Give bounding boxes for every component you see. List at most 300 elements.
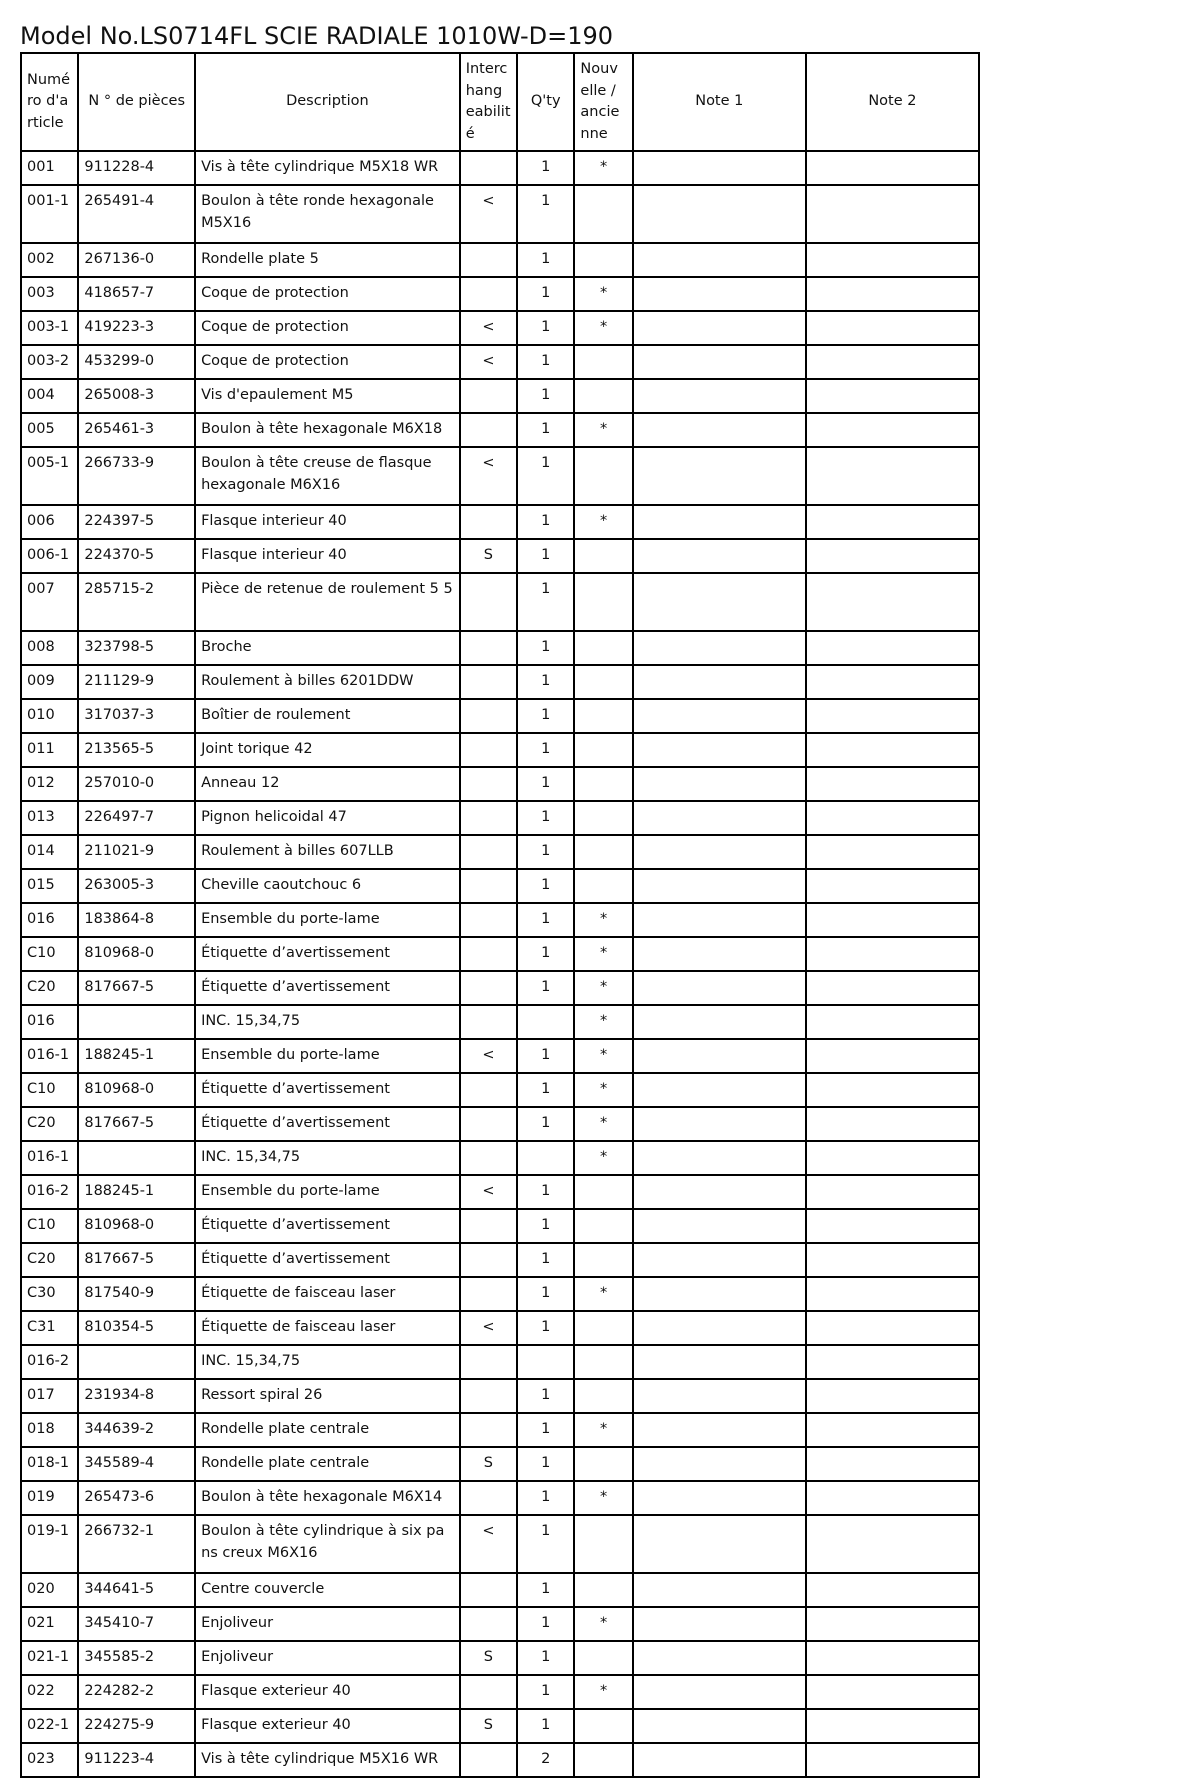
cell-note-2 <box>806 1641 979 1675</box>
table-row <box>21 1209 979 1243</box>
cell-qty: 1 <box>517 835 574 869</box>
cell-new-old <box>574 1209 632 1243</box>
cell-part-no: 257010-0 <box>78 767 195 801</box>
cell-note-2 <box>806 1413 979 1447</box>
cell-description: Centre couvercle <box>195 1573 460 1607</box>
cell-note-1 <box>633 1515 806 1573</box>
cell-note-2 <box>806 1141 979 1175</box>
cell-note-2 <box>806 151 979 185</box>
cell-note-1 <box>633 1209 806 1243</box>
cell-qty: 1 <box>517 277 574 311</box>
header-row <box>21 53 979 151</box>
cell-interchangeability <box>460 243 517 277</box>
cell-interchangeability: < <box>460 185 517 243</box>
cell-note-2 <box>806 447 979 505</box>
cell-description: Coque de protection <box>195 277 460 311</box>
cell-qty: 1 <box>517 1107 574 1141</box>
cell-new-old <box>574 1743 632 1777</box>
cell-new-old: * <box>574 1607 632 1641</box>
cell-note-2 <box>806 869 979 903</box>
cell-item-no: 003-1 <box>21 311 78 345</box>
cell-note-2 <box>806 1573 979 1607</box>
cell-item-no: 020 <box>21 1573 78 1607</box>
cell-new-old <box>574 185 632 243</box>
cell-part-no: 224275-9 <box>78 1709 195 1743</box>
table-row <box>21 937 979 971</box>
cell-description: Coque de protection <box>195 345 460 379</box>
cell-description: INC. 15,34,75 <box>195 1141 460 1175</box>
cell-description: Boulon à tête hexagonale M6X14 <box>195 1481 460 1515</box>
cell-new-old <box>574 835 632 869</box>
cell-qty: 1 <box>517 345 574 379</box>
cell-part-no: 817667-5 <box>78 1107 195 1141</box>
cell-description: Broche <box>195 631 460 665</box>
cell-item-no: 001-1 <box>21 185 78 243</box>
cell-item-no: 001 <box>21 151 78 185</box>
column-header-note-1: Note 1 <box>633 53 806 151</box>
cell-description: Coque de protection <box>195 311 460 345</box>
table-row <box>21 311 979 345</box>
cell-note-1 <box>633 869 806 903</box>
cell-interchangeability <box>460 767 517 801</box>
cell-note-2 <box>806 243 979 277</box>
cell-note-2 <box>806 1379 979 1413</box>
cell-description: INC. 15,34,75 <box>195 1345 460 1379</box>
table-row <box>21 1311 979 1345</box>
cell-qty: 1 <box>517 311 574 345</box>
cell-new-old: * <box>574 1107 632 1141</box>
table-row <box>21 151 979 185</box>
cell-item-no: 015 <box>21 869 78 903</box>
cell-new-old: * <box>574 1413 632 1447</box>
cell-note-2 <box>806 733 979 767</box>
cell-interchangeability <box>460 733 517 767</box>
column-header-qty: Q'ty <box>517 53 574 151</box>
cell-note-2 <box>806 1005 979 1039</box>
cell-description: Enjoliveur <box>195 1641 460 1675</box>
cell-qty: 1 <box>517 1277 574 1311</box>
cell-note-1 <box>633 1379 806 1413</box>
cell-item-no: 023 <box>21 1743 78 1777</box>
cell-note-2 <box>806 311 979 345</box>
cell-note-1 <box>633 573 806 631</box>
cell-qty: 2 <box>517 1743 574 1777</box>
cell-interchangeability: < <box>460 1175 517 1209</box>
table-row <box>21 1039 979 1073</box>
cell-part-no: 810968-0 <box>78 1073 195 1107</box>
cell-item-no: 016-2 <box>21 1175 78 1209</box>
cell-interchangeability <box>460 835 517 869</box>
table-row <box>21 1005 979 1039</box>
cell-part-no: 224282-2 <box>78 1675 195 1709</box>
cell-item-no: 005-1 <box>21 447 78 505</box>
cell-item-no: 003 <box>21 277 78 311</box>
cell-description: Flasque exterieur 40 <box>195 1675 460 1709</box>
cell-interchangeability <box>460 869 517 903</box>
table-row <box>21 1481 979 1515</box>
cell-item-no: 022 <box>21 1675 78 1709</box>
cell-note-2 <box>806 1481 979 1515</box>
cell-qty: 1 <box>517 869 574 903</box>
cell-new-old: * <box>574 937 632 971</box>
cell-item-no: 016-1 <box>21 1141 78 1175</box>
cell-note-1 <box>633 937 806 971</box>
table-row <box>21 1573 979 1607</box>
cell-item-no: 003-2 <box>21 345 78 379</box>
cell-description: Enjoliveur <box>195 1607 460 1641</box>
cell-qty: 1 <box>517 573 574 631</box>
cell-part-no: 188245-1 <box>78 1175 195 1209</box>
cell-note-2 <box>806 413 979 447</box>
cell-interchangeability <box>460 665 517 699</box>
cell-new-old: * <box>574 903 632 937</box>
cell-new-old <box>574 539 632 573</box>
cell-qty: 1 <box>517 505 574 539</box>
cell-note-2 <box>806 539 979 573</box>
cell-qty: 1 <box>517 1607 574 1641</box>
cell-part-no: 810354-5 <box>78 1311 195 1345</box>
cell-note-1 <box>633 1073 806 1107</box>
cell-note-2 <box>806 185 979 243</box>
cell-new-old: * <box>574 311 632 345</box>
cell-note-1 <box>633 1107 806 1141</box>
cell-new-old <box>574 1243 632 1277</box>
cell-item-no: 014 <box>21 835 78 869</box>
cell-part-no <box>78 1345 195 1379</box>
cell-note-2 <box>806 1447 979 1481</box>
table-row <box>21 539 979 573</box>
cell-new-old <box>574 631 632 665</box>
cell-interchangeability <box>460 413 517 447</box>
cell-qty: 1 <box>517 1675 574 1709</box>
cell-qty: 1 <box>517 665 574 699</box>
table-row <box>21 447 979 505</box>
cell-note-1 <box>633 345 806 379</box>
cell-qty: 1 <box>517 243 574 277</box>
cell-part-no: 213565-5 <box>78 733 195 767</box>
table-header <box>21 53 979 151</box>
table-row <box>21 185 979 243</box>
cell-note-1 <box>633 151 806 185</box>
cell-new-old <box>574 801 632 835</box>
cell-interchangeability <box>460 379 517 413</box>
cell-note-2 <box>806 1311 979 1345</box>
cell-new-old: * <box>574 1141 632 1175</box>
cell-note-2 <box>806 1607 979 1641</box>
table-row <box>21 1175 979 1209</box>
cell-qty: 1 <box>517 1709 574 1743</box>
cell-qty: 1 <box>517 1073 574 1107</box>
cell-part-no: 265491-4 <box>78 185 195 243</box>
cell-part-no: 265461-3 <box>78 413 195 447</box>
cell-part-no: 323798-5 <box>78 631 195 665</box>
cell-interchangeability <box>460 505 517 539</box>
cell-new-old <box>574 243 632 277</box>
cell-description: Anneau 12 <box>195 767 460 801</box>
cell-note-2 <box>806 665 979 699</box>
cell-new-old <box>574 1379 632 1413</box>
cell-part-no: 418657-7 <box>78 277 195 311</box>
cell-qty: 1 <box>517 733 574 767</box>
table-row <box>21 1607 979 1641</box>
cell-note-2 <box>806 801 979 835</box>
cell-note-1 <box>633 1277 806 1311</box>
cell-description: Rondelle plate centrale <box>195 1447 460 1481</box>
cell-part-no: 419223-3 <box>78 311 195 345</box>
cell-description: Étiquette d’avertissement <box>195 1073 460 1107</box>
cell-interchangeability <box>460 971 517 1005</box>
cell-item-no: C10 <box>21 1209 78 1243</box>
cell-interchangeability: S <box>460 539 517 573</box>
cell-item-no: C20 <box>21 1243 78 1277</box>
cell-new-old: * <box>574 971 632 1005</box>
column-header-note-2: Note 2 <box>806 53 979 151</box>
cell-interchangeability <box>460 1107 517 1141</box>
table-row <box>21 699 979 733</box>
cell-note-1 <box>633 699 806 733</box>
cell-qty: 1 <box>517 937 574 971</box>
cell-note-1 <box>633 1573 806 1607</box>
cell-note-1 <box>633 1345 806 1379</box>
cell-description: Ressort spiral 26 <box>195 1379 460 1413</box>
cell-item-no: 006-1 <box>21 539 78 573</box>
cell-note-1 <box>633 971 806 1005</box>
column-header-item-no: Numé ro d'a rticle <box>21 53 78 151</box>
cell-note-1 <box>633 1039 806 1073</box>
cell-interchangeability <box>460 1607 517 1641</box>
cell-note-1 <box>633 505 806 539</box>
cell-note-2 <box>806 971 979 1005</box>
cell-description: Joint torique 42 <box>195 733 460 767</box>
cell-interchangeability: S <box>460 1709 517 1743</box>
cell-note-2 <box>806 573 979 631</box>
cell-note-1 <box>633 311 806 345</box>
cell-item-no: 012 <box>21 767 78 801</box>
cell-new-old <box>574 1175 632 1209</box>
table-row <box>21 1743 979 1777</box>
cell-part-no <box>78 1141 195 1175</box>
cell-description: INC. 15,34,75 <box>195 1005 460 1039</box>
cell-part-no: 267136-0 <box>78 243 195 277</box>
cell-item-no: 010 <box>21 699 78 733</box>
table-row <box>21 243 979 277</box>
cell-qty: 1 <box>517 1481 574 1515</box>
cell-new-old <box>574 1447 632 1481</box>
cell-new-old: * <box>574 277 632 311</box>
cell-qty: 1 <box>517 1515 574 1573</box>
cell-part-no: 263005-3 <box>78 869 195 903</box>
table-row <box>21 631 979 665</box>
cell-new-old <box>574 345 632 379</box>
cell-description: Roulement à billes 607LLB <box>195 835 460 869</box>
cell-note-2 <box>806 277 979 311</box>
cell-interchangeability <box>460 1005 517 1039</box>
cell-new-old: * <box>574 1073 632 1107</box>
cell-part-no: 265473-6 <box>78 1481 195 1515</box>
cell-item-no: 016-1 <box>21 1039 78 1073</box>
table-row <box>21 379 979 413</box>
cell-note-2 <box>806 1709 979 1743</box>
table-row <box>21 801 979 835</box>
cell-interchangeability: S <box>460 1447 517 1481</box>
cell-new-old: * <box>574 413 632 447</box>
cell-interchangeability <box>460 573 517 631</box>
cell-note-2 <box>806 1073 979 1107</box>
table-row <box>21 1277 979 1311</box>
cell-item-no: 018 <box>21 1413 78 1447</box>
cell-note-2 <box>806 767 979 801</box>
table-row <box>21 505 979 539</box>
cell-part-no: 211021-9 <box>78 835 195 869</box>
cell-note-1 <box>633 1675 806 1709</box>
cell-qty: 1 <box>517 151 574 185</box>
table-row <box>21 277 979 311</box>
cell-note-1 <box>633 1709 806 1743</box>
cell-interchangeability <box>460 1073 517 1107</box>
cell-note-1 <box>633 1743 806 1777</box>
cell-new-old: * <box>574 1675 632 1709</box>
cell-item-no: 013 <box>21 801 78 835</box>
table-row <box>21 413 979 447</box>
cell-part-no: 911223-4 <box>78 1743 195 1777</box>
table-row <box>21 1447 979 1481</box>
cell-note-1 <box>633 277 806 311</box>
cell-new-old <box>574 573 632 631</box>
cell-new-old <box>574 733 632 767</box>
cell-note-2 <box>806 903 979 937</box>
cell-description: Boulon à tête cylindrique à six pa ns creux M6X16 <box>195 1515 460 1573</box>
cell-part-no: 188245-1 <box>78 1039 195 1073</box>
cell-note-1 <box>633 1005 806 1039</box>
table-row <box>21 1379 979 1413</box>
cell-interchangeability: S <box>460 1641 517 1675</box>
cell-part-no: 211129-9 <box>78 665 195 699</box>
page-title: Model No.LS0714FL SCIE RADIALE 1010W-D=190 <box>20 22 614 50</box>
cell-note-1 <box>633 1311 806 1345</box>
cell-qty: 1 <box>517 801 574 835</box>
cell-note-2 <box>806 1277 979 1311</box>
table-row <box>21 345 979 379</box>
cell-item-no: 006 <box>21 505 78 539</box>
cell-description: Ensemble du porte-lame <box>195 1175 460 1209</box>
table-row <box>21 733 979 767</box>
cell-qty <box>517 1005 574 1039</box>
cell-description: Ensemble du porte-lame <box>195 903 460 937</box>
table-row <box>21 903 979 937</box>
cell-new-old <box>574 1641 632 1675</box>
cell-part-no: 285715-2 <box>78 573 195 631</box>
cell-interchangeability: < <box>460 1039 517 1073</box>
cell-item-no: 017 <box>21 1379 78 1413</box>
cell-description: Pignon helicoidal 47 <box>195 801 460 835</box>
cell-item-no: 019-1 <box>21 1515 78 1573</box>
cell-item-no: 009 <box>21 665 78 699</box>
cell-part-no: 344641-5 <box>78 1573 195 1607</box>
cell-interchangeability <box>460 699 517 733</box>
cell-note-1 <box>633 185 806 243</box>
cell-note-2 <box>806 699 979 733</box>
cell-item-no: 016 <box>21 903 78 937</box>
cell-interchangeability <box>460 1345 517 1379</box>
cell-new-old <box>574 869 632 903</box>
cell-item-no: 005 <box>21 413 78 447</box>
cell-item-no: 016 <box>21 1005 78 1039</box>
cell-new-old <box>574 379 632 413</box>
cell-note-1 <box>633 1141 806 1175</box>
cell-item-no: C30 <box>21 1277 78 1311</box>
cell-new-old <box>574 699 632 733</box>
table-row <box>21 1243 979 1277</box>
cell-item-no: 002 <box>21 243 78 277</box>
cell-description: Étiquette d’avertissement <box>195 1107 460 1141</box>
cell-description: Étiquette d’avertissement <box>195 1243 460 1277</box>
cell-part-no: 345410-7 <box>78 1607 195 1641</box>
cell-description: Étiquette de faisceau laser <box>195 1311 460 1345</box>
cell-interchangeability: < <box>460 345 517 379</box>
cell-qty: 1 <box>517 631 574 665</box>
cell-description: Boulon à tête ronde hexagonale M5X16 <box>195 185 460 243</box>
cell-description: Vis d'epaulement M5 <box>195 379 460 413</box>
cell-note-1 <box>633 1243 806 1277</box>
cell-interchangeability <box>460 937 517 971</box>
cell-note-1 <box>633 447 806 505</box>
cell-part-no: 266733-9 <box>78 447 195 505</box>
cell-item-no: 016-2 <box>21 1345 78 1379</box>
cell-note-1 <box>633 539 806 573</box>
cell-interchangeability <box>460 631 517 665</box>
cell-description: Vis à tête cylindrique M5X18 WR <box>195 151 460 185</box>
cell-note-2 <box>806 1209 979 1243</box>
cell-interchangeability <box>460 1743 517 1777</box>
cell-note-1 <box>633 413 806 447</box>
table-row <box>21 1345 979 1379</box>
cell-part-no: 911228-4 <box>78 151 195 185</box>
cell-new-old <box>574 665 632 699</box>
cell-new-old: * <box>574 505 632 539</box>
cell-part-no: 345589-4 <box>78 1447 195 1481</box>
cell-qty: 1 <box>517 1641 574 1675</box>
cell-qty: 1 <box>517 379 574 413</box>
cell-note-1 <box>633 1413 806 1447</box>
cell-interchangeability: < <box>460 447 517 505</box>
cell-note-2 <box>806 1345 979 1379</box>
cell-description: Pièce de retenue de roulement 5 5 <box>195 573 460 631</box>
table-row <box>21 1515 979 1573</box>
cell-description: Rondelle plate 5 <box>195 243 460 277</box>
table-row <box>21 573 979 631</box>
cell-note-1 <box>633 1641 806 1675</box>
cell-description: Rondelle plate centrale <box>195 1413 460 1447</box>
table-row <box>21 1413 979 1447</box>
cell-note-1 <box>633 767 806 801</box>
cell-part-no: 810968-0 <box>78 937 195 971</box>
table-row <box>21 1107 979 1141</box>
cell-description: Étiquette d’avertissement <box>195 937 460 971</box>
cell-part-no: 265008-3 <box>78 379 195 413</box>
cell-part-no: 345585-2 <box>78 1641 195 1675</box>
cell-qty: 1 <box>517 971 574 1005</box>
cell-note-2 <box>806 631 979 665</box>
cell-interchangeability: < <box>460 1515 517 1573</box>
table-row <box>21 869 979 903</box>
cell-interchangeability <box>460 801 517 835</box>
cell-item-no: C31 <box>21 1311 78 1345</box>
cell-new-old <box>574 1515 632 1573</box>
cell-item-no: 019 <box>21 1481 78 1515</box>
cell-note-1 <box>633 801 806 835</box>
cell-interchangeability <box>460 1481 517 1515</box>
cell-part-no: 183864-8 <box>78 903 195 937</box>
